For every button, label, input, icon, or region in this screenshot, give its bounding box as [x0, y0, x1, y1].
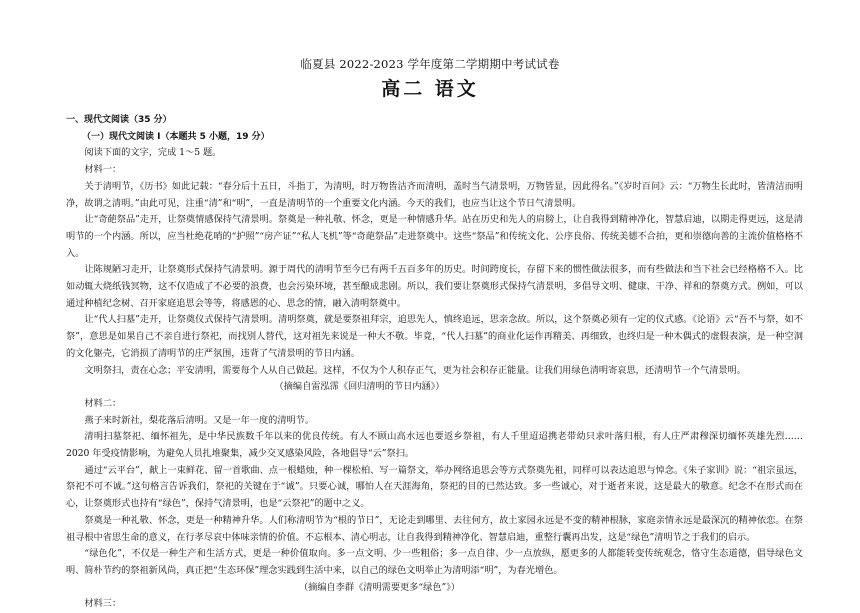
subject-title: 高二 语文	[381, 78, 479, 100]
source-citation: （摘编自李群《清明需要更多“绿色”》）	[299, 581, 460, 593]
material-label: 材料二：	[84, 397, 122, 409]
exam-title: 临夏县 2022-2023 学年度第二学期期中考试试卷	[300, 57, 560, 71]
material-label: 材料一：	[84, 164, 122, 176]
material-paragraph: “绿色化”，不仅是一种生产和生活方式，更是一种价值取向。多一点文明、少一些粗俗；多一点自律、少一点放纵，愿更多的人都能转变传统观念，恪守生态道德，倡导绿色文明、简朴节约的祭祖新风尚，真正把“生态环保”理念实践到生活中来，以自己的绿色文明举止为清明添“明”，为春光增色。	[66, 548, 803, 576]
material-paragraph: 让陈规陋习走开，让祭奠形式保持气清景明。源于周代的清明节至今已有两千五百多年的历史。时间跨度长，存留下来的惯性做法很多，而有些做法和当下社会已经格格不入。比如动辄大烧纸钱冥物，这不仅造成了不必要的浪费，也会污染环境，甚至酿成悲剧。所以，我们要让祭奠形式保持气清景明，多倡导文明、健康、干净、祥和的祭奠方式。例如，可以通过种植纪念树、召开家庭追思会等等，将感恩的心、思念的情，融入清明祭奠中。	[66, 264, 803, 309]
material-paragraph: 文明祭扫，责在心念；平安清明，需要每个人从自己做起。这样，不仅为个人积存正气，更为社会积存正能量。让我们用绿色清明寄哀思，还清明节一个气清景明。	[84, 364, 746, 376]
material-paragraph: 通过“云平台”，献上一束鲜花、留一首歌曲、点一根蜡烛，种一棵松柏、写一篇祭文，举办网络追思会等方式祭奠先祖，同样可以表达追思与悼念。《朱子家训》说：“祖宗虽远，祭祀不可不诚。”这句格言告诉我们，祭祀的关键在于“诚”。只要心诚，哪怕人在天涯海角，祭祀的目的已然达致。多一些诚心，对于逝者来说，这是最大的敬意。纪念不在形式而在心，让祭奠形式也持有“绿色”，保持气清景明，也是“云祭祀”的题中之义。	[66, 464, 803, 510]
source-citation: （摘编自雷泓霈《回归清明的节日内涵》）	[274, 381, 445, 393]
material-paragraph: 清明扫墓祭祀、缅怀祖先，是中华民族数千年以来的优良传统。有人不顾山高水远也要返乡祭祖，有人千里迢迢携老带幼只求叶落归根，有人庄严肃穆深切缅怀英雄先烈……2020 年受疫情影响，为避免人员扎堆聚集，减少交叉感染风险，各地倡导“云”祭扫。	[66, 431, 803, 460]
material-paragraph: 让“奇葩祭品”走开，让祭奠情感保持气清景明。祭奠是一种礼敬、怀念，更是一种情感升华。站在历史和先人的肩膀上，让自我得到精神净化，智慧启迪，以期走得更远，这是清明节的一个内涵。所以，应当杜绝花哨的“护照”“房产证”“私人飞机”等“奇葩祭品”走进祭奠中。这些“祭品”和传统文化、公序良俗、传统美德不合拍，更和崇德向善的主流价值格格不入。	[66, 214, 803, 259]
material-paragraph: 祭奠是一种礼敬、怀念，更是一种精神升华。人们称清明节为“根的节日”，无论走到哪里、去往何方，故土家园永远是不变的精神根脉，家庭亲情永远是最深沉的精神依恋。在祭祖寻根中省思生命的意义，在行孝尽哀中体味亲情的价值。不忘根本、清心明志，让自我得到精神净化、智慧启迪，重整行囊再出发，这是“绿色”清明节之于我们的启示。	[66, 514, 803, 543]
material-label: 材料三：	[84, 598, 122, 610]
subsection-heading: （一）现代文阅读 I（本题共 5 小题，19 分）	[82, 131, 270, 142]
material-paragraph: 关于清明节，《历书》如此记载：“春分后十五日，斗指丁，为清明，时万物皆洁齐而清明，盖时当气清景明，万物皆显，因此得名。”《岁时百问》云：“万物生长此时，皆清洁而明净，故谓之清明。”由此可见，注重“清”和“明”，一直是清明节的一个重要文化内涵。今天的我们，也应当让这个节日气清景明。	[66, 180, 803, 209]
material-paragraph: 让“代人扫墓”走开，让祭奠仪式保持气清景明。清明祭奠，就是要祭祖拜宗，追思先人，慎终追远，思亲念故。所以，这个祭奠必须有一定的仪式感。《论语》云“吾不与祭，如不祭”，意思是如果自己不亲自进行祭祀，而找别人替代，这对祖先来说是一种大不敬。毕竟，“代人扫墓”的商业化运作再精美、再细致，也终归是一种木偶式的虚假表演，是一种空洞的文化躯壳，它消损了清明节的庄严氛围，违背了气清景明的节日内涵。	[66, 314, 803, 359]
section-heading: 一、现代文阅读（35 分）	[66, 115, 172, 125]
reading-content	[66, 112, 803, 613]
material-paragraph: 燕子来时新社，梨花落后清明。又是一年一度的清明节。	[84, 414, 315, 426]
instruction-text: 阅读下面的文字，完成 1～5 题。	[84, 147, 222, 159]
